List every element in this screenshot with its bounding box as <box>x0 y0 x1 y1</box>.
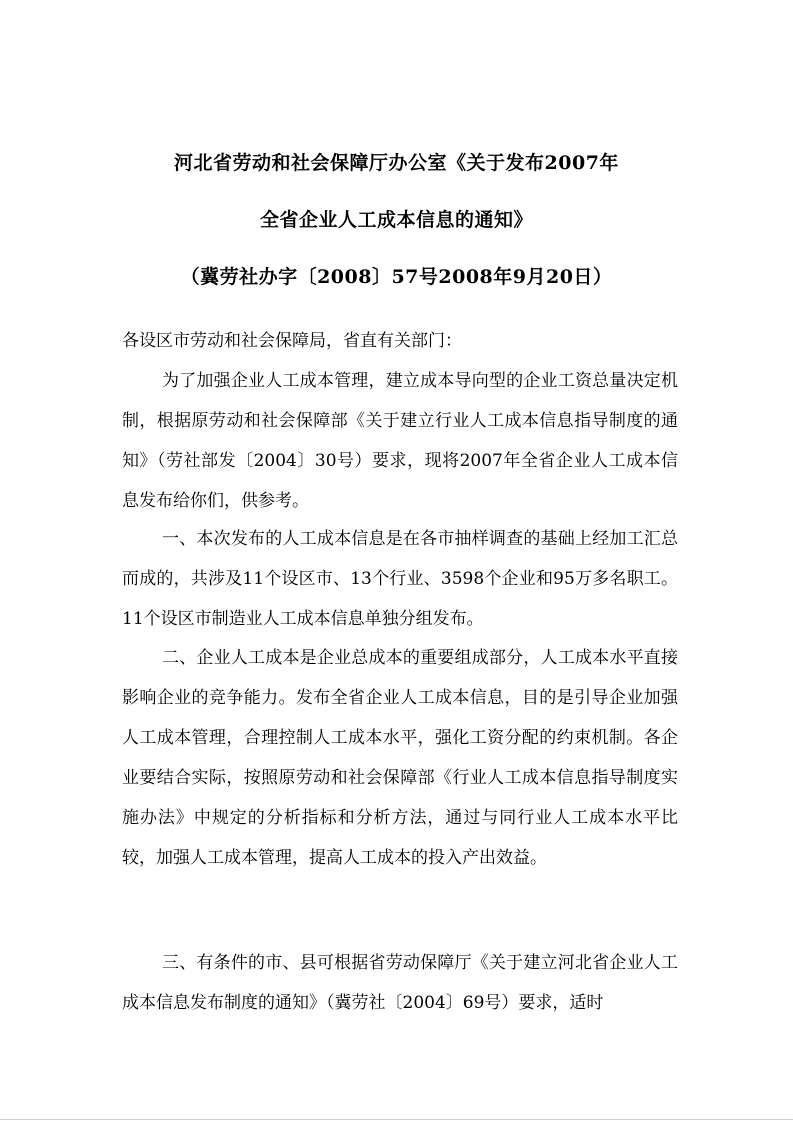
paragraph-item-3: 三、有条件的市、县可根据省劳动保障厅《关于建立河北省企业人工成本信息发布制度的通知》（冀劳社〔2004〕69号）要求，适时 <box>122 953 678 1013</box>
document-title-line-1: 河北省劳动和社会保障厅办公室《关于发布2007年 <box>174 152 619 174</box>
document-reference-line: （冀劳社办字〔2008〕57号2008年9月20日） <box>180 266 613 288</box>
paragraph-item-2: 二、企业人工成本是企业总成本的重要组成部分，人工成本水平直接影响企业的竞争能力。发布全省企业人工成本信息，目的是引导企业加强人工成本管理，合理控制人工成本水平，强化工资分配的约束机制。各企业要结合实际，按照原劳动和社会保障部《行业人工成本信息指导制度实施办法》中规定的分析指标和分析方法，通过与同行业人工成本水平比较，加强人工成本管理，提高人工成本的投入产出效益。 <box>122 648 678 868</box>
page-bottom-edge <box>0 1119 793 1120</box>
salutation: 各设区市劳动和社会保障局，省直有关部门： <box>122 331 462 351</box>
paragraph-item-1: 一、本次发布的人工成本信息是在各市抽样调查的基础上经加工汇总而成的，共涉及11个设区市、13个行业、3598个企业和95万多名职工。11个设区市制造业人工成本信息单独分组发布。 <box>122 529 678 629</box>
document-title-line-2: 全省企业人工成本信息的通知》 <box>259 209 533 231</box>
paragraph-intro: 为了加强企业人工成本管理，建立成本导向型的企业工资总量决定机制，根据原劳动和社会保障部《关于建立行业人工成本信息指导制度的通知》（劳社部发〔2004〕30号）要求，现将2007年全省企业人工成本信息发布给你们，供参考。 <box>122 371 678 511</box>
